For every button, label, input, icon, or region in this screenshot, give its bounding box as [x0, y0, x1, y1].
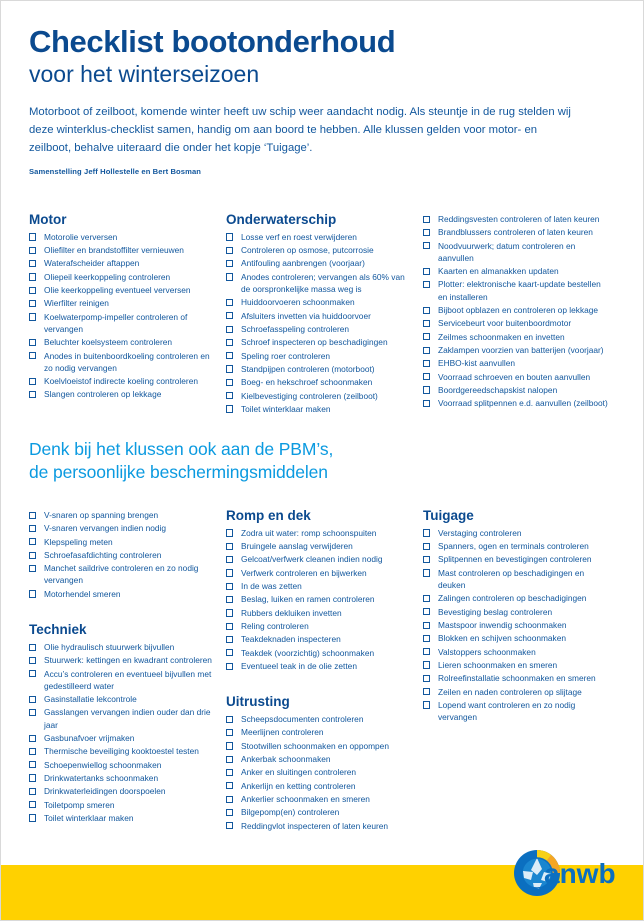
checklist-item-label: Oliepeil keerkoppeling controleren — [44, 271, 171, 282]
credit-line: Samenstelling Jeff Hollestelle en Bert Bosman — [29, 167, 202, 177]
checklist-item-label: Wierfilter reinigen — [44, 298, 109, 309]
checklist-item-label: V-snaren vervangen indien nodig — [44, 523, 166, 534]
section-heading-motor: Motor — [29, 212, 67, 227]
checkbox-icon[interactable] — [29, 590, 36, 597]
checkbox-icon[interactable] — [423, 229, 430, 236]
checklist-item-label: Scheepsdocumenten controleren — [241, 714, 364, 725]
checkbox-icon[interactable] — [423, 688, 430, 695]
checkbox-icon[interactable] — [226, 796, 233, 803]
checklist-item[interactable] — [226, 607, 415, 619]
checklist-item-label: Lieren schoonmaken en smeren — [438, 659, 558, 670]
checklist-item[interactable] — [226, 780, 415, 792]
checkbox-icon[interactable] — [29, 538, 36, 545]
checklist-item-label: Bilgepomp(en) controleren — [241, 807, 340, 818]
checklist-item-label: Zodra uit water: romp schoonspuiten — [241, 527, 377, 538]
checkbox-icon[interactable] — [226, 352, 233, 359]
intro-paragraph: Motorboot of zeilboot, komende winter heeft uw schip weer aandacht nodig. Als steuntje in de rug stelden wij deze winterklus-checklist samen, handig om aan boord te hebben. Alle klussen gelden voor motor- en zeilboot, behalve uiteraard die onder het kopje ‘Tuigage’. — [29, 105, 571, 154]
checklist-item[interactable] — [423, 527, 611, 539]
checkbox-icon[interactable] — [423, 242, 430, 249]
checklist-item-label: Klepspeling meten — [44, 536, 113, 547]
checklist-veiligheid — [423, 213, 611, 409]
checklist-motor-vervolg — [29, 509, 218, 600]
checklist-item-label: Koelvloeistof indirecte koeling controleren — [44, 376, 198, 387]
anwb-wordmark: anwb — [544, 858, 616, 889]
checklist-item-label: Bijboot opblazen en controleren op lekkage — [438, 305, 599, 315]
checklist-item[interactable] — [29, 536, 218, 548]
checkbox-icon[interactable] — [29, 287, 36, 294]
anwb-logo — [511, 847, 631, 899]
checklist-item[interactable] — [29, 668, 218, 692]
checklist-item[interactable] — [29, 271, 218, 283]
checklist-item[interactable] — [423, 344, 611, 356]
checklist-item-label: Antifouling aanbrengen (voorjaar) — [241, 258, 365, 269]
checklist-item-label: Gasslangen vervangen indien ouder dan drie jaar — [44, 707, 211, 730]
checklist-item[interactable] — [29, 509, 218, 521]
checklist-item[interactable] — [423, 619, 611, 631]
checkbox-icon[interactable] — [226, 756, 233, 763]
checkbox-icon[interactable] — [29, 774, 36, 781]
checklist-item-label: Schroef inspecteren op beschadigingen — [241, 337, 388, 348]
checkbox-icon[interactable] — [226, 663, 233, 670]
checkbox-icon[interactable] — [423, 347, 430, 354]
checklist-item[interactable] — [29, 772, 218, 784]
checkbox-icon[interactable] — [423, 400, 430, 407]
checklist-item[interactable] — [226, 660, 415, 672]
checklist-item[interactable] — [423, 357, 611, 369]
checklist-item[interactable] — [423, 397, 611, 409]
spacer — [29, 601, 218, 623]
checklist-item-label: Voorraad schroeven en bouten aanvullen — [438, 371, 591, 382]
spacer — [226, 673, 415, 695]
checklist-item[interactable] — [423, 646, 611, 658]
checklist-item[interactable] — [423, 226, 611, 238]
checklist-item[interactable] — [226, 766, 415, 778]
checklist-item[interactable] — [423, 331, 611, 343]
checklist-item-label: Zeilmes schoonmaken en invetten — [438, 331, 565, 342]
checkbox-icon[interactable] — [226, 299, 233, 306]
checkbox-icon[interactable] — [423, 360, 430, 367]
checkbox-icon[interactable] — [226, 365, 233, 372]
checkbox-icon[interactable] — [226, 312, 233, 319]
checklist-item[interactable] — [423, 567, 611, 591]
checklist-item-label: Gasbunafvoer vrijmaken — [44, 732, 135, 743]
checkbox-icon[interactable] — [423, 333, 430, 340]
checkbox-icon[interactable] — [29, 788, 36, 795]
checklist-item-label: Boordgereedschapskist nalopen — [438, 384, 558, 395]
checklist-item-label: Splitpennen en bevestigingen controleren — [438, 554, 592, 565]
checkbox-icon[interactable] — [226, 649, 233, 656]
checkbox-icon[interactable] — [226, 596, 233, 603]
checklist-item[interactable] — [423, 672, 611, 684]
checklist-item-label: Ankerlijn en ketting controleren — [241, 780, 356, 791]
checkbox-icon[interactable] — [29, 801, 36, 808]
checklist-item[interactable] — [226, 310, 415, 322]
checklist-item[interactable] — [226, 820, 415, 832]
checkbox-icon[interactable] — [423, 608, 430, 615]
checklist-item[interactable] — [226, 726, 415, 738]
checkbox-icon[interactable] — [226, 326, 233, 333]
column-tuigage — [423, 509, 619, 833]
checkbox-icon[interactable] — [29, 761, 36, 768]
checkbox-icon[interactable] — [29, 670, 36, 677]
checklist-item-label: Zalingen controleren op beschadigingen — [438, 593, 587, 604]
checkbox-icon[interactable] — [29, 552, 36, 559]
section-heading-romp-en-dek: Romp en dek — [226, 508, 311, 523]
checklist-item[interactable] — [29, 641, 218, 653]
checkbox-icon[interactable] — [226, 809, 233, 816]
checklist-item-label: EHBO-kist aanvullen — [438, 358, 515, 369]
checklist-item-label: Toiletpomp smeren — [44, 799, 115, 810]
checklist-item[interactable] — [423, 606, 611, 618]
section-heading-techniek: Techniek — [29, 622, 87, 638]
checklist-item[interactable] — [226, 740, 415, 752]
checklist-item[interactable] — [226, 593, 415, 605]
checklist-onderwaterschip — [226, 231, 415, 415]
checklist-item[interactable] — [226, 231, 415, 243]
page-header — [1, 1, 643, 176]
checkbox-icon[interactable] — [226, 769, 233, 776]
checklist-item[interactable] — [226, 376, 415, 388]
checkbox-icon[interactable] — [423, 216, 430, 223]
checkbox-icon[interactable] — [29, 233, 36, 240]
checklist-item[interactable] — [226, 390, 415, 402]
checklist-item[interactable] — [423, 371, 611, 383]
checkbox-icon[interactable] — [29, 260, 36, 267]
checklist-item-label: Huiddoorvoeren schoonmaken — [241, 297, 355, 308]
checklist-item-label: Bruingele aanslag verwijderen — [241, 541, 353, 552]
checkbox-icon[interactable] — [423, 373, 430, 380]
checklist-item[interactable] — [423, 304, 611, 316]
checkbox-icon[interactable] — [29, 313, 36, 320]
checklist-item[interactable] — [423, 213, 611, 225]
checklist-item[interactable] — [29, 297, 218, 309]
checklist-item[interactable] — [226, 336, 415, 348]
checklist-item-label: Valstoppers schoonmaken — [438, 646, 536, 657]
checklist-item[interactable] — [29, 759, 218, 771]
checkbox-icon[interactable] — [29, 300, 36, 307]
checklist-item[interactable] — [423, 384, 611, 396]
checkbox-icon[interactable] — [226, 636, 233, 643]
checklist-item-label: Gasinstallatie lekcontrole — [44, 694, 137, 705]
checklist-item[interactable] — [29, 549, 218, 561]
lower-columns — [29, 509, 619, 833]
checklist-item-label: Schroefasafdichting controleren — [44, 549, 162, 560]
checkbox-icon[interactable] — [423, 622, 430, 629]
column-motor — [29, 213, 226, 416]
checkbox-icon[interactable] — [29, 391, 36, 398]
checklist-item[interactable] — [226, 296, 415, 308]
checkbox-icon[interactable] — [226, 392, 233, 399]
checklist-item-label: Kielbevestiging controleren (zeilboot) — [241, 390, 378, 401]
checklist-item[interactable] — [226, 363, 415, 375]
checklist-item-label: Accu’s controleren en eventueel bijvullen met gedestilleerd water — [44, 668, 212, 691]
checklist-item-label: Olie hydraulisch stuurwerk bijvullen — [44, 641, 175, 652]
checklist-item[interactable] — [226, 713, 415, 725]
checklist-item[interactable] — [423, 592, 611, 604]
checklist-item-label: Manchet saildrive controleren en zo nodig vervangen — [44, 563, 199, 586]
checkbox-icon[interactable] — [226, 260, 233, 267]
column-veiligheid — [423, 213, 619, 416]
checklist-item-label: V-snaren op spanning brengen — [44, 510, 159, 520]
checklist-item[interactable] — [29, 522, 218, 534]
checklist-item-label: Plotter: elektronische kaart-update bestellen en installeren — [438, 279, 601, 302]
checklist-item-label: Rubbers dekluiken invetten — [241, 607, 342, 618]
checklist-item-label: Spanners, ogen en terminals controleren — [438, 541, 589, 552]
checklist-item-label: Eventueel teak in de olie zetten — [241, 660, 357, 671]
checkbox-icon[interactable] — [29, 644, 36, 651]
checkbox-icon[interactable] — [226, 782, 233, 789]
checklist-item[interactable] — [29, 812, 218, 824]
checklist-item-label: Koelwaterpomp-impeller controleren of vervangen — [44, 311, 188, 334]
checkbox-icon[interactable] — [29, 709, 36, 716]
checklist-romp-en-dek — [226, 527, 415, 672]
checklist-item-label: Speling roer controleren — [241, 350, 331, 361]
checklist-tuigage — [423, 527, 611, 723]
checkbox-icon[interactable] — [29, 735, 36, 742]
checkbox-icon[interactable] — [226, 609, 233, 616]
checklist-item[interactable] — [29, 732, 218, 744]
checklist-item[interactable] — [226, 647, 415, 659]
checklist-item-label: Noodvuurwerk; datum controleren en aanvullen — [438, 240, 576, 263]
checklist-item-label: Controleren op osmose, putcorrosie — [241, 245, 374, 256]
checkbox-icon[interactable] — [29, 814, 36, 821]
checklist-item[interactable] — [29, 311, 218, 335]
checkbox-icon[interactable] — [29, 525, 36, 532]
checklist-item-label: Beluchter koelsysteem controleren — [44, 337, 172, 348]
section-heading-onderwaterschip: Onderwaterschip — [226, 212, 337, 227]
checklist-item[interactable] — [226, 257, 415, 269]
checkbox-icon[interactable] — [226, 529, 233, 536]
checklist-item[interactable] — [226, 567, 415, 579]
checkbox-icon[interactable] — [423, 595, 430, 602]
checklist-item-label: Ankerbak schoonmaken — [241, 754, 331, 765]
checklist-item-label: Servicebeurt voor buitenboordmotor — [438, 318, 572, 329]
pbm-line-2: de persoonlijke beschermingsmiddelen — [29, 461, 328, 482]
checklist-item[interactable] — [423, 553, 611, 565]
checkbox-icon[interactable] — [29, 352, 36, 359]
page-title: Checklist bootonderhoud — [29, 24, 396, 59]
section-heading-tuigage: Tuigage — [423, 508, 474, 523]
checkbox-icon[interactable] — [29, 273, 36, 280]
checklist-item-label: Motorolie verversen — [44, 231, 118, 242]
checkbox-icon[interactable] — [423, 701, 430, 708]
checkbox-icon[interactable] — [423, 675, 430, 682]
checklist-item[interactable] — [29, 231, 218, 243]
checkbox-icon[interactable] — [226, 569, 233, 576]
checkbox-icon[interactable] — [423, 543, 430, 550]
checklist-item-label: Mast controleren op beschadigingen en deuken — [438, 567, 585, 590]
checklist-item[interactable] — [29, 799, 218, 811]
checklist-item[interactable] — [226, 633, 415, 645]
checklist-item-label: Zeilen en naden controleren op slijtage — [438, 686, 582, 697]
checklist-item-label: Stootwillen schoonmaken en oppompen — [241, 740, 389, 751]
checklist-item[interactable] — [29, 257, 218, 269]
checklist-item[interactable] — [29, 244, 218, 256]
upper-columns — [29, 213, 619, 416]
checklist-item[interactable] — [226, 271, 415, 295]
checklist-item-label: Olie keerkoppeling eventueel verversen — [44, 285, 191, 296]
checklist-item[interactable] — [226, 620, 415, 632]
checkbox-icon[interactable] — [29, 565, 36, 572]
checklist-item-label: Thermische beveiliging kooktoestel testen — [44, 746, 199, 757]
checklist-item-label: Reddingvlot inspecteren of laten keuren — [241, 820, 389, 831]
checkbox-icon[interactable] — [423, 635, 430, 642]
checkbox-icon[interactable] — [29, 247, 36, 254]
checklist-item-label: Schoepenwiellog schoonmaken — [44, 759, 162, 770]
checkbox-icon[interactable] — [226, 822, 233, 829]
checklist-item-label: Anodes controleren; vervangen als 60% van de oorspronkelijke massa weg is — [241, 271, 405, 294]
checklist-item[interactable] — [29, 693, 218, 705]
checklist-item-label: Motorhendel smeren — [44, 588, 121, 599]
checklist-item[interactable] — [29, 350, 218, 374]
checkbox-icon[interactable] — [226, 623, 233, 630]
checkbox-icon[interactable] — [226, 583, 233, 590]
checklist-item-label: Drinkwatertanks schoonmaken — [44, 772, 159, 783]
checklist-item[interactable] — [226, 553, 415, 565]
checklist-item[interactable] — [29, 654, 218, 666]
checkbox-icon[interactable] — [29, 378, 36, 385]
checklist-item-label: Bevestiging beslag controleren — [438, 606, 553, 617]
checklist-item[interactable] — [29, 388, 218, 400]
checkbox-icon[interactable] — [226, 247, 233, 254]
checkbox-icon[interactable] — [226, 233, 233, 240]
checklist-item[interactable] — [29, 562, 218, 586]
checkbox-icon[interactable] — [29, 696, 36, 703]
checkbox-icon[interactable] — [226, 543, 233, 550]
checklist-item-label: Verfwerk controleren en bijwerken — [241, 567, 367, 578]
checkbox-icon[interactable] — [423, 386, 430, 393]
checkbox-icon[interactable] — [226, 716, 233, 723]
checklist-item[interactable] — [423, 686, 611, 698]
checkbox-icon[interactable] — [423, 281, 430, 288]
checklist-item-label: Schroefasspeling controleren — [241, 323, 350, 334]
checklist-item[interactable] — [226, 527, 415, 539]
checkbox-icon[interactable] — [423, 320, 430, 327]
checklist-item[interactable] — [226, 244, 415, 256]
checkbox-icon[interactable] — [423, 648, 430, 655]
checklist-item-label: Verstaging controleren — [438, 527, 522, 538]
checklist-item-label: Zaklampen voorzien van batterijen (voorjaar) — [438, 344, 604, 355]
checklist-item[interactable] — [423, 265, 611, 277]
checkbox-icon[interactable] — [226, 556, 233, 563]
checkbox-icon[interactable] — [423, 268, 430, 275]
checklist-item[interactable] — [226, 540, 415, 552]
pbm-banner — [29, 438, 449, 484]
checklist-item-label: Anker en sluitingen controleren — [241, 767, 357, 778]
checklist-item[interactable] — [29, 375, 218, 387]
checklist-item-label: Afsluiters invetten via huiddoorvoer — [241, 310, 371, 321]
checklist-item-label: Stuurwerk: kettingen en kwadrant controleren — [44, 655, 212, 666]
checkbox-icon[interactable] — [226, 729, 233, 736]
checklist-motor — [29, 231, 218, 401]
column-romp-en-dek — [226, 509, 423, 833]
checklist-item-label: Beslag, luiken en ramen controleren — [241, 594, 375, 605]
checklist-item-label: Drinkwaterleidingen doorspoelen — [44, 786, 166, 797]
checklist-item[interactable] — [226, 753, 415, 765]
checklist-item-label: Waterafscheider aftappen — [44, 258, 140, 269]
section-heading-uitrusting: Uitrusting — [226, 694, 290, 710]
checklist-item[interactable] — [226, 806, 415, 818]
checkbox-icon[interactable] — [226, 742, 233, 749]
checkbox-icon[interactable] — [226, 273, 233, 280]
checklist-item-label: Reling controleren — [241, 621, 309, 632]
checklist-item-label: Meerlijnen controleren — [241, 727, 324, 738]
checklist-item-label: Blokken en schijven schoonmaken — [438, 633, 567, 644]
checklist-item-label: Teakdek (voorzichtig) schoonmaken — [241, 647, 375, 658]
checklist-item[interactable] — [29, 745, 218, 757]
checklist-item-label: Oliefilter en brandstoffilter vernieuwen — [44, 245, 184, 256]
checklist-item-label: Reddingsvesten controleren of laten keuren — [438, 214, 600, 224]
checklist-item[interactable] — [423, 317, 611, 329]
checklist-item[interactable] — [423, 278, 611, 302]
checklist-item[interactable] — [226, 793, 415, 805]
checklist-item[interactable] — [29, 336, 218, 348]
checklist-item-label: Brandblussers controleren of laten keuren — [438, 227, 593, 238]
checklist-item-label: Rolreefinstallatie schoonmaken en smeren — [438, 673, 596, 684]
column-onderwaterschip — [226, 213, 423, 416]
checkbox-icon[interactable] — [226, 379, 233, 386]
checkbox-icon[interactable] — [226, 405, 233, 412]
checklist-item-label: Kaarten en almanakken updaten — [438, 266, 559, 277]
checklist-item-label: In de was zetten — [241, 581, 302, 592]
checklist-item-label: Anodes in buitenboordkoeling controleren en zo nodig vervangen — [44, 350, 210, 373]
checklist-item-label: Losse verf en roest verwijderen — [241, 231, 357, 242]
checkbox-icon[interactable] — [226, 339, 233, 346]
checklist-item[interactable] — [29, 785, 218, 797]
checkbox-icon[interactable] — [29, 657, 36, 664]
checklist-item[interactable] — [226, 403, 415, 415]
checklist-item[interactable] — [423, 659, 611, 671]
checklist-item-label: Standpijpen controleren (motorboot) — [241, 363, 375, 374]
checkbox-icon[interactable] — [423, 661, 430, 668]
checklist-item[interactable] — [29, 284, 218, 296]
checklist-item[interactable] — [226, 580, 415, 592]
checklist-item[interactable] — [423, 540, 611, 552]
checklist-item[interactable] — [423, 632, 611, 644]
checkbox-icon[interactable] — [29, 512, 36, 519]
checklist-item[interactable] — [29, 706, 218, 730]
checklist-item-label: Ankerlier schoonmaken en smeren — [241, 794, 370, 804]
checklist-item[interactable] — [423, 240, 611, 264]
checklist-item[interactable] — [423, 699, 611, 723]
checklist-item-label: Slangen controleren op lekkage — [44, 389, 162, 400]
checklist-item-label: Voorraad splitpennen e.d. aanvullen (zeilboot) — [438, 398, 608, 409]
checklist-item[interactable] — [226, 350, 415, 362]
checkbox-icon[interactable] — [423, 307, 430, 314]
checkbox-icon[interactable] — [423, 529, 430, 536]
checklist-item[interactable] — [29, 588, 218, 600]
checkbox-icon[interactable] — [29, 748, 36, 755]
page-subtitle: voor het winterseizoen — [29, 61, 260, 88]
checkbox-icon[interactable] — [29, 339, 36, 346]
column-motor-vervolg — [29, 509, 226, 833]
checklist-item-label: Mastspoor inwendig schoonmaken — [438, 619, 567, 630]
checklist-techniek — [29, 641, 218, 824]
checklist-item[interactable] — [226, 323, 415, 335]
checklist-item-label: Gelcoat/verfwerk cleanen indien nodig — [241, 554, 383, 565]
checklist-item-label: Boeg- en hekschroef schoonmaken — [241, 377, 373, 388]
pbm-line-1: Denk bij het klussen ook aan de PBM’s, — [29, 439, 334, 459]
checklist-item-label: Lopend want controleren en zo nodig vervangen — [438, 699, 576, 723]
checklist-uitrusting — [226, 713, 415, 832]
checklist-item-label: Toilet winterklaar maken — [44, 812, 134, 823]
checkbox-icon[interactable] — [423, 569, 430, 576]
checklist-item-label: Teakdeknaden inspecteren — [241, 634, 341, 645]
checklist-item-label: Toilet winterklaar maken — [241, 403, 331, 414]
checkbox-icon[interactable] — [423, 556, 430, 563]
